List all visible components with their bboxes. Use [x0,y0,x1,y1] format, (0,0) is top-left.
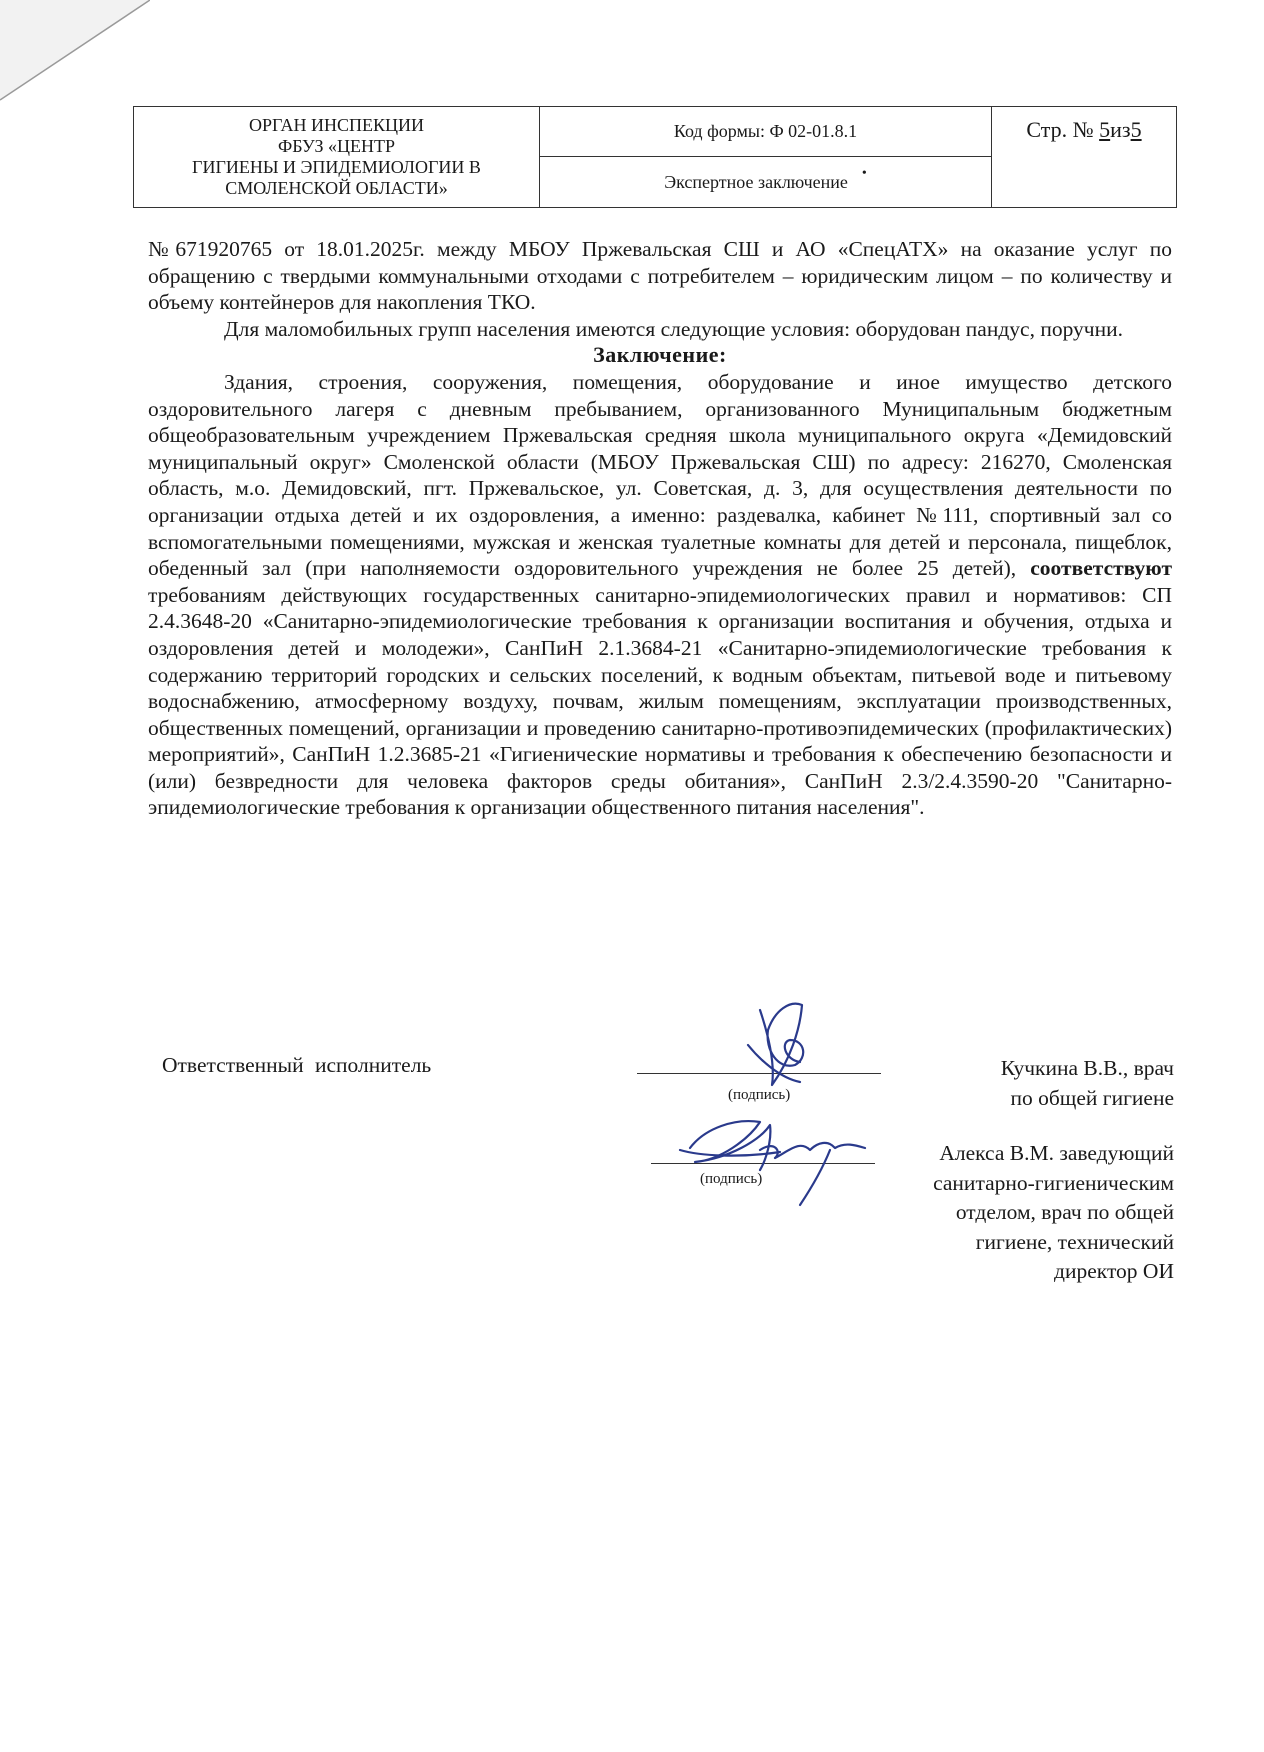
document-header [133,106,1177,208]
signature-2-scribble [680,1121,865,1205]
conclusion-text-a: Здания, строения, сооружения, помещения, оборудование и иное имущество детского оздоровительного лагеря с дневным пребыванием, организованного Муниципальным бюджетным общеобразовательным учреждением Пржевальская средняя школа муниципального округа «Демидовский муниципальный округ» Смоленской области (МБОУ Пржевальская СШ) по адресу: 216270, Смоленская область, м.о. Демидовский, пгт. Пржевальское, ул. Советская, д. 3, для осуществления деятельности по организации отдыха детей и их оздоровления, а именно: раздевалка, кабинет №111, спортивный зал со вспомогательными помещениями, мужская и женская туалетные комнаты для детей и персонала, пищеблок, обеденный зал (при наполняемости оздоровительного учреждения не более 25 детей), [148,369,1172,581]
form-code-cell [540,107,992,157]
signer-1 [1001,1053,1174,1113]
signer-1-line-1: Кучкина В.В., врач [1000,1056,1174,1080]
conclusion-text-b: требованиям действующих государственных санитарно-эпидемиологических правил и нормативов: СП 2.4.3648-20 «Санитарно-эпидемиологические требования к организации воспитания и обучения, отдыха и оздоровления детей и молодежи», СанПиН 2.1.3684-21 «Санитарно-эпидемиологические требования к содержанию территорий городских и сельских поселений, к водным объектам, питьевой воде и питьевому водоснабжению, атмосферному воздуху, почвам, жилым помещениям, эксплуатации производственных, общественных помещений, организации и проведению санитарно-противоэпидемических (профилактических) мероприятий», СанПиН 1.2.3685-21 «Гигиенические нормативы и требования к обеспечению безопасности и (или) безвредности для человека факторов среды обитания», СанПиН 2.3/2.4.3590-20 "Санитарно-эпидемиологические требования к организации общественного питания населения". [148,582,1172,820]
org-line-2: ФБУЗ «ЦЕНТР [278,136,395,156]
org-line-1: ОРГАН ИНСПЕКЦИИ [249,115,424,135]
page-prefix: Стр. № [1026,117,1094,142]
page-total: 5 [1130,117,1142,142]
form-code: Код формы: Ф 02-01.8.1 [673,121,858,141]
signer-2 [933,1139,1174,1287]
org-line-3: ГИГИЕНЫ И ЭПИДЕМИОЛОГИИ В [192,157,481,177]
signature-line-2 [651,1163,875,1164]
inspection-body-cell [134,107,540,207]
responsible-executor-label: Ответственный исполнитель [162,1053,432,1077]
page-current: 5 [1099,117,1111,142]
org-line-4: СМОЛЕНСКОЙ ОБЛАСТИ» [225,178,448,198]
signature-caption-1: (подпись) [728,1087,791,1103]
signer-2-line-3: отделом, врач по общей [955,1200,1174,1224]
conclusion-verdict: соответствуют [1030,556,1172,581]
signer-2-line-4: гигиене, технический [975,1229,1174,1254]
doc-type: Экспертное заключение [664,171,848,192]
page-number-cell [992,107,1176,207]
signature-line-1 [637,1073,881,1074]
signature-caption-2: (подпись) [700,1171,763,1187]
signature-1-scribble [748,1004,803,1085]
scan-fold-corner [0,0,150,110]
paragraph-accessibility: Для маломобильных групп населения имеются следующие условия: оборудован пандус, поручни. [224,316,1124,341]
doc-type-cell [540,157,992,207]
paragraph-contract: №671920765 от 18.01.2025г. между МБОУ Пржевальская СШ и АО «СпецАТХ» на оказание услуг по обращению с твердыми коммунальными отходами с потребителем – юридическим лицом – по количеству и объему контейнеров для накопления ТКО. [148,237,1172,315]
signer-1-line-2: по общей гигиене [1010,1086,1174,1110]
signer-2-line-2: санитарно-гигиеническим [933,1170,1174,1195]
signer-2-line-5: директор ОИ [1054,1259,1174,1283]
paragraph-conclusion [148,369,1172,821]
stray-mark-icon: • [861,166,867,181]
page-of: из [1110,117,1131,142]
document-body [148,236,1172,821]
signer-2-line-1: Алекса В.М. заведующий [939,1141,1174,1165]
conclusion-heading: Заключение: [593,342,727,368]
